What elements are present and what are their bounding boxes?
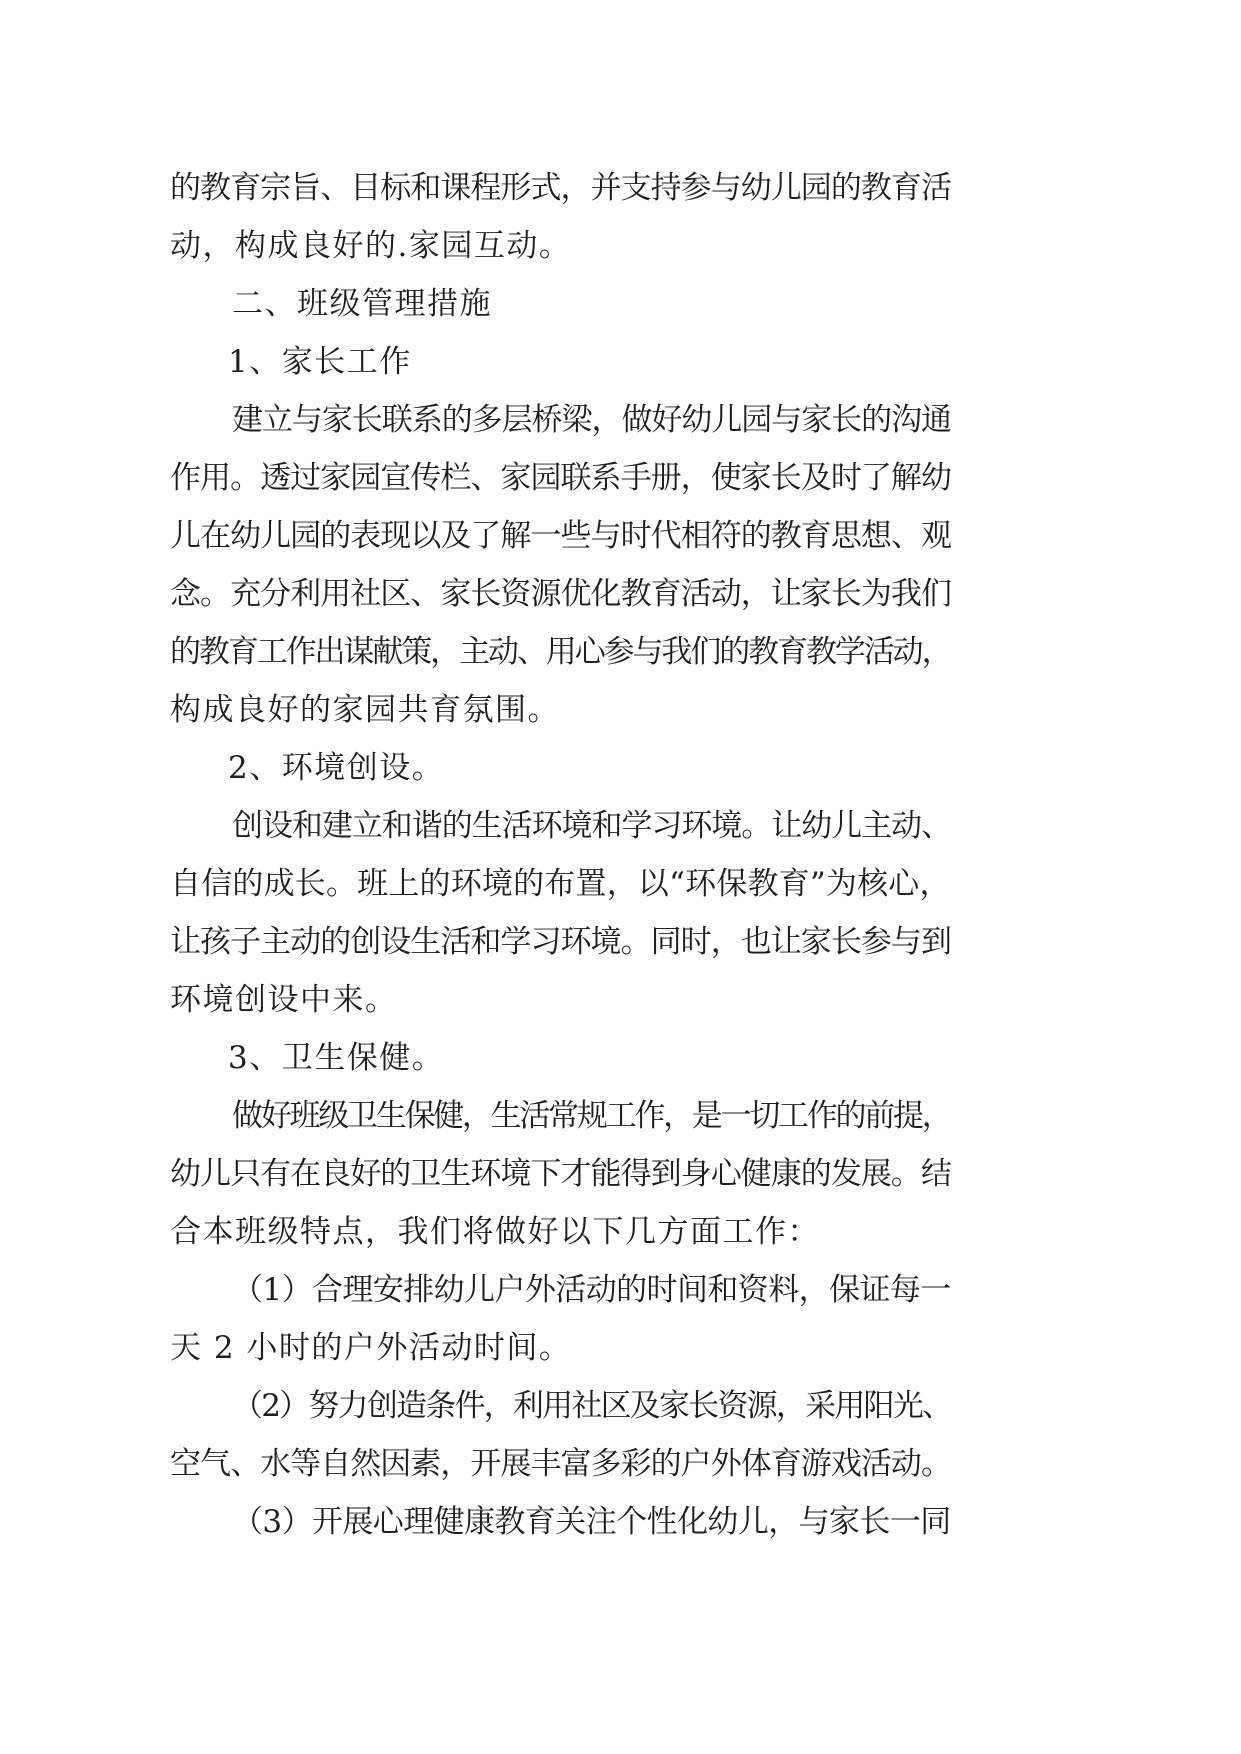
- paragraph-line: 念。充分利用社区、家长资源优化教育活动，让家长为我们: [170, 576, 951, 612]
- paragraph-line: 创设和建立和谐的生活环境和学习环境。让幼儿主动、: [232, 808, 951, 844]
- paragraph-line: 做好班级卫生保健，生活常规工作，是一切工作的前提，: [232, 1098, 951, 1134]
- list-item-line: （1）合理安排幼儿户外活动的时间和资料，保证每一: [232, 1272, 951, 1308]
- paragraph-line: 让孩子主动的创设生活和学习环境。同时，也让家长参与到: [170, 924, 951, 960]
- paragraph-line: 动，构成良好的.家园互动。: [170, 228, 572, 264]
- paragraph-line: 建立与家长联系的多层桥梁，做好幼儿园与家长的沟通: [232, 402, 951, 438]
- section-heading: 二、班级管理措施: [232, 286, 492, 322]
- paragraph-line: 自信的成长。班上的环境的布置，以“环保教育”为核心，: [170, 866, 951, 902]
- paragraph-line: 天 2 小时的户外活动时间。: [170, 1330, 572, 1366]
- paragraph-line: 的教育工作出谋献策，主动、用心参与我们的教育教学活动，: [170, 634, 951, 670]
- paragraph-line: 儿在幼儿园的表现以及了解一些与时代相符的教育思想、观: [170, 518, 951, 554]
- paragraph-line: 空气、水等自然因素，开展丰富多彩的户外体育游戏活动。: [170, 1446, 951, 1482]
- paragraph-line: 幼儿只有在良好的卫生环境下才能得到身心健康的发展。结: [170, 1156, 951, 1192]
- paragraph-line: 环境创设中来。: [170, 982, 398, 1018]
- subsection-heading: 2、环境创设。: [228, 750, 445, 786]
- paragraph-line: 构成良好的家园共育氛围。: [170, 692, 560, 728]
- paragraph-line: 合本班级特点，我们将做好以下几方面工作：: [170, 1214, 820, 1250]
- subsection-heading: 3、卫生保健。: [228, 1040, 445, 1076]
- paragraph-line: 的教育宗旨、目标和课程形式，并支持参与幼儿园的教育活: [170, 170, 951, 206]
- list-item-line: （2）努力创造条件，利用社区及家长资源，采用阳光、: [232, 1388, 952, 1424]
- paragraph-line: 作用。透过家园宣传栏、家园联系手册，使家长及时了解幼: [170, 460, 951, 496]
- subsection-heading: 1、家长工作: [228, 344, 412, 380]
- list-item-line: （3）开展心理健康教育关注个性化幼儿，与家长一同: [232, 1504, 951, 1540]
